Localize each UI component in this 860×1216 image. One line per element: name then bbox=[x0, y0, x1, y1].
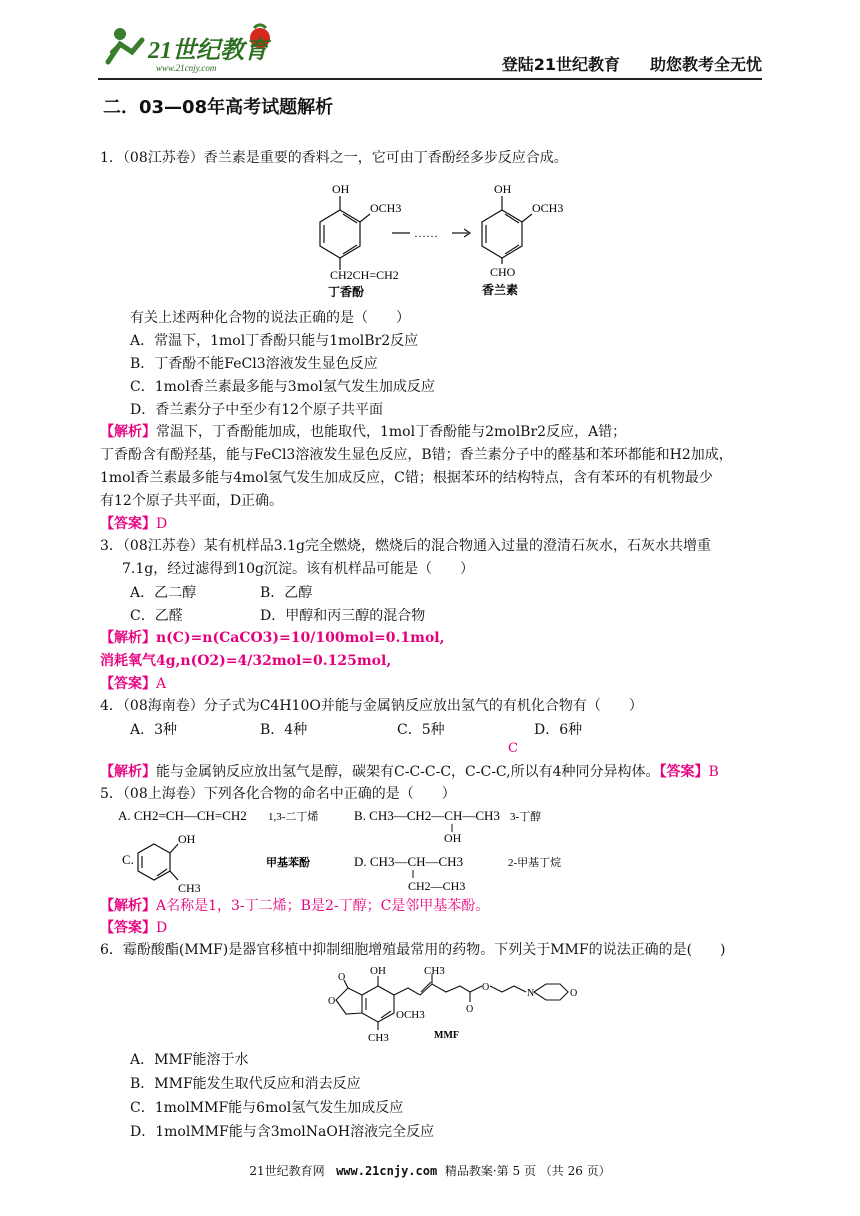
q1-fig-och3-left: OCH3 bbox=[370, 201, 402, 215]
q4-answer-tag: 【答案】 bbox=[659, 764, 709, 780]
q1-reaction-figure bbox=[310, 178, 564, 302]
q1-fig-name-eugenol: 丁香酚 bbox=[328, 285, 365, 299]
q1-fig-och3-right: OCH3 bbox=[532, 201, 564, 215]
q1-fig-name-vanillin: 香兰素 bbox=[482, 283, 519, 297]
q6-fig-o-carbonyl: O bbox=[338, 972, 346, 983]
q5-answer: D bbox=[156, 920, 168, 936]
q3-answer: A bbox=[156, 676, 167, 692]
q6-option-a: A．MMF能溶于水 bbox=[130, 1052, 249, 1068]
q1-fig-allyl-chain: CH2CH=CH2 bbox=[330, 268, 399, 282]
q1-fig-cho: CHO bbox=[490, 265, 516, 279]
q1-option-c: C．1mol香兰素最多能与3mol氢气发生加成反应 bbox=[130, 379, 435, 395]
q3-stem-1: 3．（08江苏卷）某有机样品3.1g完全燃烧，燃烧后的混合物通入过量的澄清石灰水，石灰水共增重 bbox=[100, 538, 711, 554]
q3-analysis-tag: 【解析】 bbox=[100, 630, 156, 646]
q1-fig-arrow-dots: …… bbox=[414, 226, 438, 240]
header-slogan bbox=[502, 52, 762, 75]
q6-fig-oh: OH bbox=[370, 965, 386, 977]
q4-branch-formula: C-C-C bbox=[465, 764, 507, 780]
q6-option-b: B．MMF能发生取代反应和消去反应 bbox=[130, 1076, 361, 1092]
q6-fig-o-ester: O bbox=[482, 982, 490, 993]
q3-analysis-line-1: n(C)=n(CaCO3)=10/100mol=0.1mol, bbox=[156, 630, 445, 646]
q1-stem: 1．（08江苏卷）香兰素是重要的香料之一，它可由丁香酚经多步反应合成。 bbox=[100, 150, 568, 166]
q1-option-a: A．常温下，1mol丁香酚只能与1molBr2反应 bbox=[130, 333, 419, 349]
q5-b-name: 3-丁醇 bbox=[510, 811, 542, 823]
q1-question: 有关上述两种化合物的说法正确的是（ ） bbox=[130, 310, 410, 326]
q5-b-formula: B. CH3—CH2—CH—CH3 bbox=[354, 808, 500, 823]
q5-d-formula: D. CH3—CH—CH3 bbox=[354, 854, 464, 869]
q5-d-branch: CH2—CH3 bbox=[408, 879, 466, 893]
q3-analysis-line-2: 消耗氧气4g,n(O2)=4/32mol=0.125mol, bbox=[100, 653, 392, 669]
page-footer bbox=[0, 1162, 860, 1179]
q5-c-label: C. bbox=[122, 852, 134, 867]
q6-mmf-figure bbox=[320, 962, 610, 1046]
q3-option-a: A．乙二醇 bbox=[130, 585, 197, 601]
q5-answer-tag: 【答案】 bbox=[100, 920, 156, 936]
q1-answer-tag: 【答案】 bbox=[100, 516, 156, 532]
q1-analysis-line-3: 1mol香兰素最多能与4mol氢气发生加成反应，C错；根据苯环的结构特点，含有苯环的有机物最少 bbox=[100, 470, 713, 486]
q6-stem: 6．霉酚酸酯(MMF)是器官移植中抑制细胞增殖最常用的药物。下列关于MMF的说法正确的是( ) bbox=[100, 942, 726, 958]
q6-fig-ch3-top: CH3 bbox=[424, 965, 445, 977]
q4-option-a: A．3种 bbox=[130, 722, 178, 738]
q6-fig-och3: OCH3 bbox=[396, 1009, 425, 1021]
logo-runner-icon bbox=[98, 22, 278, 74]
q6-option-c: C．1molMMF能与6mol氢气发生加成反应 bbox=[130, 1100, 404, 1116]
q4-branch-top: C bbox=[508, 741, 518, 756]
q1-analysis-line-4: 有12个原子共平面，D正确。 bbox=[100, 493, 284, 509]
q6-fig-o-ring: O bbox=[328, 996, 336, 1007]
q5-analysis-tag: 【解析】 bbox=[100, 898, 156, 914]
header-rule bbox=[98, 78, 762, 80]
q5-a-name: 1,3-二丁烯 bbox=[268, 811, 319, 823]
q6-fig-n: N bbox=[527, 988, 535, 999]
logo-url: www.21cnjy.com bbox=[156, 63, 217, 73]
q1-fig-oh-left: OH bbox=[332, 182, 350, 196]
q6-fig-label: MMF bbox=[434, 1030, 459, 1041]
q5-d-name: 2-甲基丁烷 bbox=[508, 857, 562, 869]
q1-analysis-line-1: 常温下，丁香酚能加成，也能取代，1mol丁香酚能与2molBr2反应，A错； bbox=[156, 424, 627, 440]
q5-analysis: A名称是1，3-丁二烯；B是2-丁醇；C是邻甲基苯酚。 bbox=[156, 898, 490, 914]
q5-b-oh: OH bbox=[444, 831, 462, 845]
q3-answer-tag: 【答案】 bbox=[100, 676, 156, 692]
footer-page-number: 精品教案·第 5 页 （共 26 页） bbox=[444, 1164, 611, 1178]
q3-option-b: B．乙醇 bbox=[260, 585, 313, 601]
slogan-left: 登陆21世纪教育 bbox=[501, 55, 620, 74]
q6-fig-ch3-bottom: CH3 bbox=[368, 1032, 389, 1044]
q1-option-d: D．香兰素分子中至少有12个原子共平面 bbox=[130, 402, 384, 418]
q6-fig-o-morpholine: O bbox=[570, 988, 578, 999]
q5-a-formula: A. CH2=CH—CH=CH2 bbox=[118, 808, 247, 823]
footer-url: www.21cnjy.com bbox=[336, 1164, 438, 1178]
q1-analysis-line-2: 丁香酚含有酚羟基，能与FeCl3溶液发生显色反应，B错；香兰素分子中的醛基和苯环都能和H2加成， bbox=[100, 447, 733, 463]
q1-analysis-tag: 【解析】 bbox=[100, 424, 156, 440]
q4-answer: B bbox=[708, 764, 719, 780]
q4-analysis-tag: 【解析】 bbox=[100, 764, 156, 780]
q4-analysis: 能与金属钠反应放出氢气是醇，碳架有C-C-C-C， bbox=[156, 764, 466, 780]
section-title: 二．03—08年高考试题解析 bbox=[103, 97, 334, 118]
footer-site: 21世纪教育网 bbox=[249, 1164, 325, 1178]
q3-stem-2: 7.1g，经过滤得到10g沉淀。该有机样品可能是（ ） bbox=[122, 561, 475, 577]
q5-c-name: 甲基苯酚 bbox=[266, 857, 310, 869]
q5-c-oh: OH bbox=[178, 832, 196, 846]
q5-options-figure bbox=[118, 804, 578, 896]
logo-text: 21世纪教育 bbox=[148, 38, 268, 64]
slogan-right: 助您教考全无忧 bbox=[649, 55, 762, 74]
q6-fig-o-ester-carbonyl: O bbox=[466, 1004, 474, 1015]
q3-option-d: D．甲醇和丙三醇的混合物 bbox=[260, 608, 426, 624]
q4-analysis-end: ,所以有4种同分异构体。 bbox=[506, 764, 660, 780]
q4-option-d: D．6种 bbox=[534, 722, 583, 738]
q3-option-c: C．乙醛 bbox=[130, 608, 183, 624]
q1-option-b: B．丁香酚不能FeCl3溶液发生显色反应 bbox=[130, 356, 378, 372]
q4-option-c: C．5种 bbox=[397, 722, 445, 738]
q6-option-d: D．1molMMF能与含3molNaOH溶液完全反应 bbox=[130, 1124, 435, 1140]
q5-stem: 5．（08上海卷）下列各化合物的命名中正确的是（ ） bbox=[100, 786, 456, 802]
q1-answer: D bbox=[156, 516, 168, 532]
q4-stem: 4．（08海南卷）分子式为C4H10O并能与金属钠反应放出氢气的有机化合物有（ ） bbox=[100, 698, 643, 714]
q1-fig-oh-right: OH bbox=[494, 182, 512, 196]
q4-option-b: B．4种 bbox=[260, 722, 308, 738]
logo bbox=[98, 22, 278, 74]
q5-c-ch3: CH3 bbox=[178, 881, 201, 895]
